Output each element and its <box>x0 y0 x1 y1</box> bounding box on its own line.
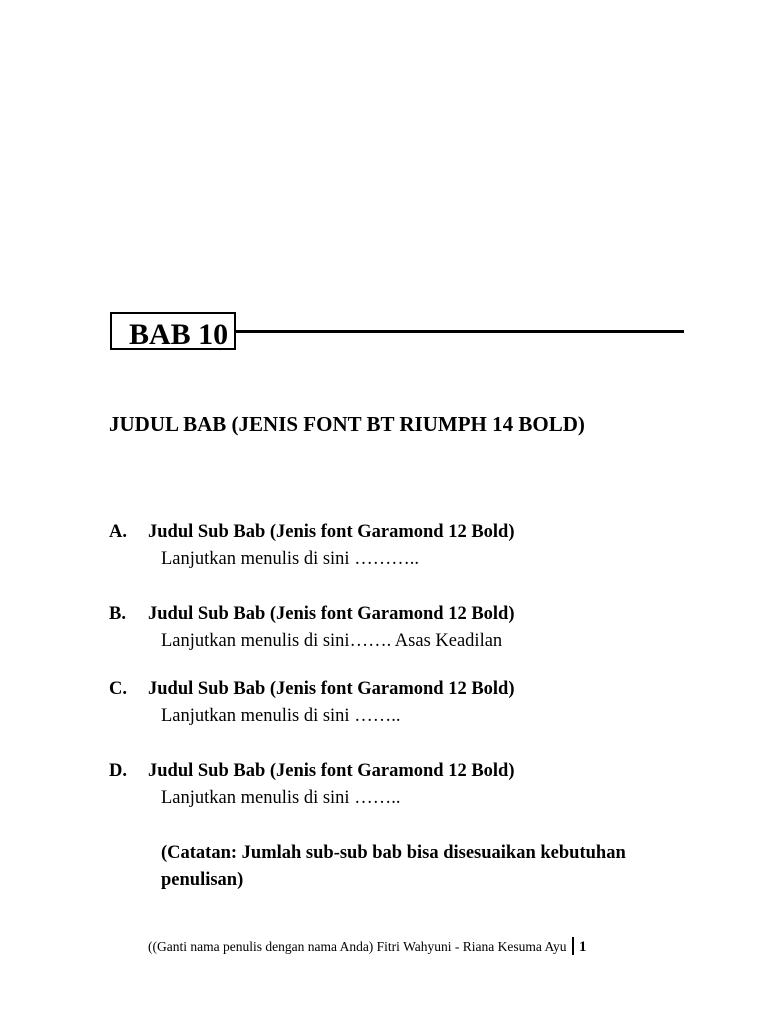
section-d <box>109 758 669 812</box>
section-body: Lanjutkan menulis di sini ……….. <box>161 549 419 569</box>
section-body: Lanjutkan menulis di sini …….. <box>161 706 401 726</box>
section-letter: D. <box>109 761 127 781</box>
section-heading-text: Judul Sub Bab (Jenis font Garamond 12 Bold) <box>148 604 515 624</box>
section-heading-text: Judul Sub Bab (Jenis font Garamond 12 Bold) <box>148 761 515 781</box>
section-b <box>109 601 669 655</box>
section-heading-text: Judul Sub Bab (Jenis font Garamond 12 Bold) <box>148 522 515 542</box>
section-heading <box>109 676 669 702</box>
page-footer <box>148 937 586 957</box>
section-a <box>109 519 669 573</box>
chapter-title: JUDUL BAB (JENIS FONT BT RIUMPH 14 BOLD) <box>109 412 585 436</box>
note-text: (Catatan: Jumlah sub-sub bab bisa disesuaikan kebutuhan penulisan) <box>161 843 626 890</box>
section-heading <box>109 601 669 627</box>
section-body: Lanjutkan menulis di sini……. Asas Keadilan <box>161 631 503 651</box>
section-heading-text: Judul Sub Bab (Jenis font Garamond 12 Bold) <box>148 679 515 699</box>
section-letter: A. <box>109 522 127 542</box>
section-heading <box>109 758 669 784</box>
section-body: Lanjutkan menulis di sini …….. <box>161 788 401 808</box>
chapter-rule <box>236 330 684 333</box>
section-heading <box>109 519 669 545</box>
page-number: 1 <box>578 939 587 955</box>
section-letter: C. <box>109 679 127 699</box>
chapter-label: BAB 10 <box>129 318 229 351</box>
footer-author-text: ((Ganti nama penulis dengan nama Anda) Fitri Wahyuni - Riana Kesuma Ayu <box>148 939 567 954</box>
section-c <box>109 676 669 730</box>
section-letter: B. <box>109 604 126 624</box>
footer-separator <box>572 937 574 955</box>
